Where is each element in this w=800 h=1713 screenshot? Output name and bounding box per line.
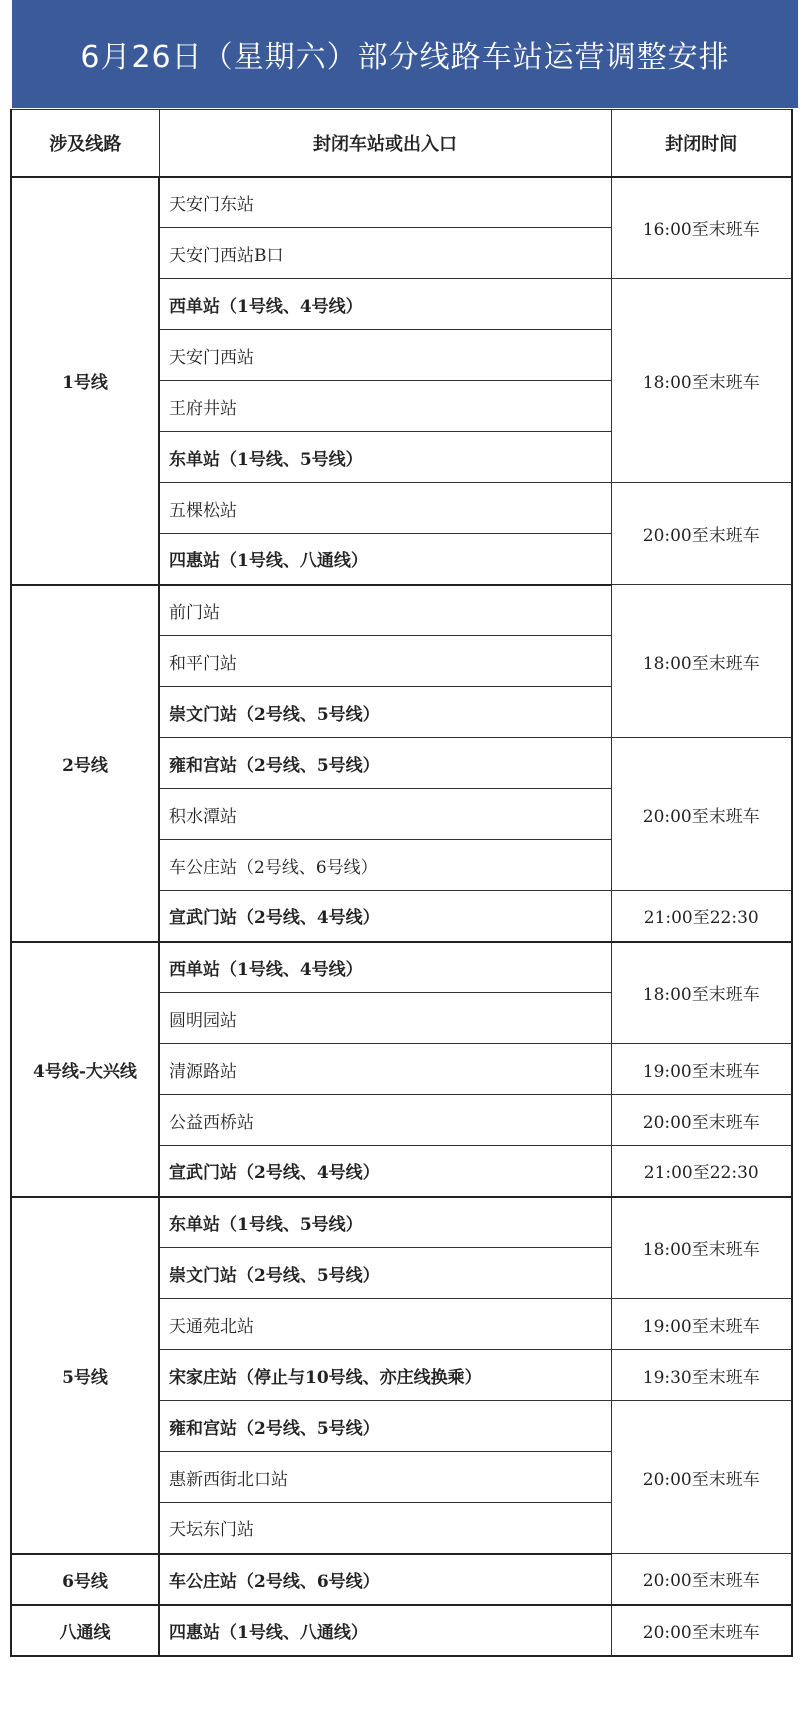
- schedule-table-wrapper: [10, 109, 791, 1657]
- time-cell: 20:00至末班车: [611, 1605, 792, 1656]
- station-cell: 宋家庄站（停止与10号线、亦庄线换乘）: [159, 1350, 611, 1401]
- station-cell: 宣武门站（2号线、4号线）: [159, 1146, 611, 1197]
- station-cell: 天通苑北站: [159, 1299, 611, 1350]
- time-cell: 21:00至22:30: [611, 1146, 792, 1197]
- time-cell: 16:00至末班车: [611, 177, 792, 279]
- station-cell: 和平门站: [159, 636, 611, 687]
- closure-schedule-table: [10, 109, 793, 1657]
- time-cell: 20:00至末班车: [611, 738, 792, 891]
- table-row: [11, 942, 792, 993]
- time-cell: 21:00至22:30: [611, 891, 792, 942]
- station-cell: 积水潭站: [159, 789, 611, 840]
- header-time: 封闭时间: [611, 110, 792, 177]
- station-cell: 圆明园站: [159, 993, 611, 1044]
- station-cell: 崇文门站（2号线、5号线）: [159, 1248, 611, 1299]
- station-cell: 清源路站: [159, 1044, 611, 1095]
- time-cell: 19:30至末班车: [611, 1350, 792, 1401]
- station-cell: 惠新西街北口站: [159, 1452, 611, 1503]
- station-cell: 公益西桥站: [159, 1095, 611, 1146]
- time-cell: 19:00至末班车: [611, 1044, 792, 1095]
- time-cell: 18:00至末班车: [611, 279, 792, 483]
- station-cell: 崇文门站（2号线、5号线）: [159, 687, 611, 738]
- line-cell: 6号线: [11, 1554, 159, 1605]
- line-cell: 5号线: [11, 1197, 159, 1554]
- line-cell: 1号线: [11, 177, 159, 585]
- station-cell: 西单站（1号线、4号线）: [159, 942, 611, 993]
- station-cell: 雍和宫站（2号线、5号线）: [159, 1401, 611, 1452]
- line-cell: 八通线: [11, 1605, 159, 1656]
- title-banner: [12, 0, 798, 108]
- line-cell: 2号线: [11, 585, 159, 942]
- time-cell: 20:00至末班车: [611, 483, 792, 585]
- time-cell: 18:00至末班车: [611, 585, 792, 738]
- station-cell: 天安门西站: [159, 330, 611, 381]
- station-cell: 前门站: [159, 585, 611, 636]
- station-cell: 雍和宫站（2号线、5号线）: [159, 738, 611, 789]
- table-row: [11, 177, 792, 228]
- time-cell: 18:00至末班车: [611, 1197, 792, 1299]
- station-cell: 四惠站（1号线、八通线）: [159, 534, 611, 585]
- station-cell: 车公庄站（2号线、6号线）: [159, 1554, 611, 1605]
- station-cell: 天安门东站: [159, 177, 611, 228]
- station-cell: 王府井站: [159, 381, 611, 432]
- station-cell: 四惠站（1号线、八通线）: [159, 1605, 611, 1656]
- time-cell: 18:00至末班车: [611, 942, 792, 1044]
- table-row: [11, 1197, 792, 1248]
- station-cell: 西单站（1号线、4号线）: [159, 279, 611, 330]
- station-cell: 宣武门站（2号线、4号线）: [159, 891, 611, 942]
- time-cell: 20:00至末班车: [611, 1401, 792, 1554]
- station-cell: 东单站（1号线、5号线）: [159, 432, 611, 483]
- station-cell: 车公庄站（2号线、6号线）: [159, 840, 611, 891]
- table-row: [11, 585, 792, 636]
- station-cell: 东单站（1号线、5号线）: [159, 1197, 611, 1248]
- station-cell: 五棵松站: [159, 483, 611, 534]
- line-cell: 4号线-大兴线: [11, 942, 159, 1197]
- table-row: [11, 1554, 792, 1605]
- table-row: [11, 1605, 792, 1656]
- table-body: [11, 177, 792, 1656]
- header-line: 涉及线路: [11, 110, 159, 177]
- table-header-row: [11, 110, 792, 177]
- station-cell: 天坛东门站: [159, 1503, 611, 1554]
- header-station: 封闭车站或出入口: [159, 110, 611, 177]
- time-cell: 20:00至末班车: [611, 1095, 792, 1146]
- time-cell: 19:00至末班车: [611, 1299, 792, 1350]
- station-cell: 天安门西站B口: [159, 228, 611, 279]
- time-cell: 20:00至末班车: [611, 1554, 792, 1605]
- page-title: 6月26日（星期六）部分线路车站运营调整安排: [80, 40, 730, 75]
